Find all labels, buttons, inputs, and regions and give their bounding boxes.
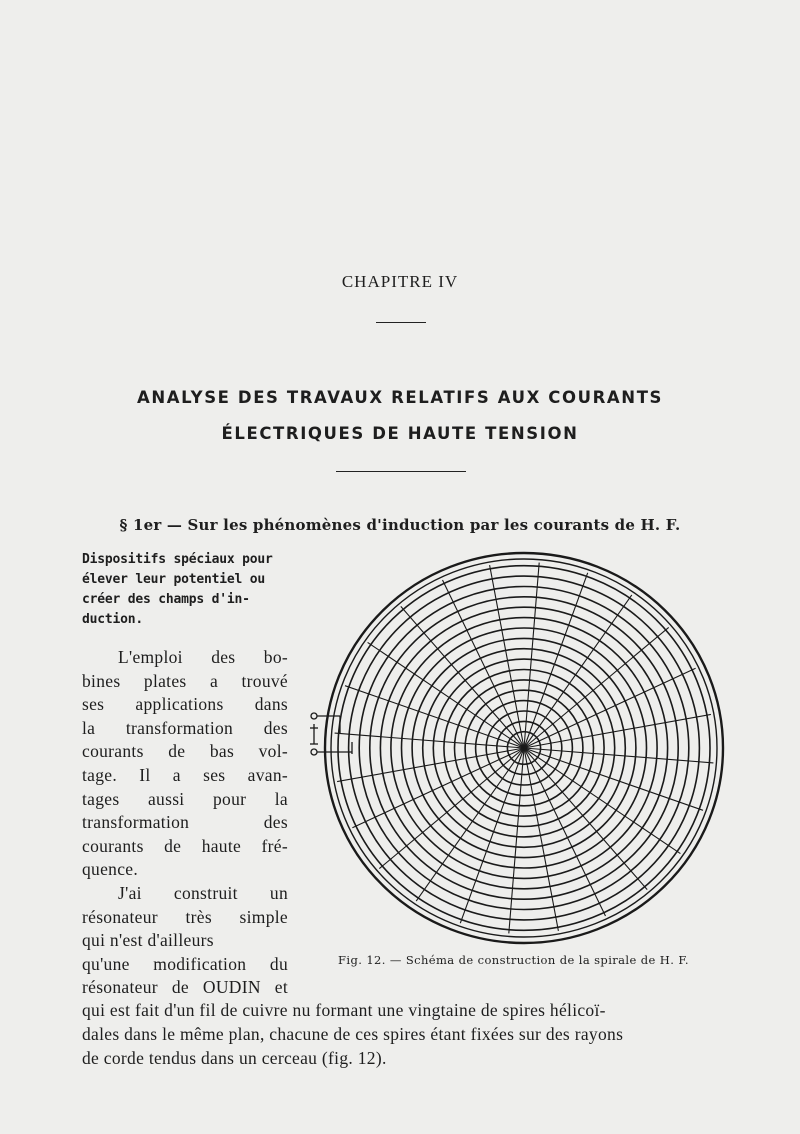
body-full-width	[82, 998, 742, 1070]
body-line: qui est fait d'un fil de cuivre nu formant une vingtaine de spires hélicoï-	[82, 1000, 606, 1020]
title-line-1: ANALYSE DES TRAVAUX RELATIFS AUX COURANTS	[136, 388, 664, 407]
figure-caption: Fig. 12. — Schéma de construction de la spirale de H. F.	[338, 953, 689, 967]
cord-spoke	[524, 748, 558, 931]
margin-note-line: créer des champs d'in-	[82, 592, 250, 607]
margin-note-line: duction.	[82, 612, 144, 627]
body-line: L'emploi des bo-	[118, 647, 288, 667]
cord-spoke	[524, 563, 539, 748]
body-column	[82, 646, 288, 1000]
cord-spoke	[509, 748, 524, 933]
body-line: transformation des	[82, 812, 288, 833]
spiral-figure	[300, 548, 730, 948]
margin-note-line: Dispositifs spéciaux pour	[82, 552, 273, 567]
body-line: courants de haute fré-	[82, 835, 288, 856]
chapter-rule	[376, 322, 426, 323]
body-line: qui n'est d'ailleurs	[82, 930, 214, 951]
body-line: quence.	[82, 859, 139, 880]
body-line: courants de bas vol-	[82, 741, 288, 762]
body-line: tage. Il a ses avan-	[82, 764, 288, 785]
cord-spoke	[490, 565, 524, 748]
cord-spoke	[524, 714, 711, 748]
body-line: tages aussi pour la	[82, 788, 288, 809]
cord-spoke	[524, 748, 713, 763]
cord-spoke	[337, 748, 524, 782]
body-line: la transformation des	[82, 717, 288, 738]
body-line: résonateur de OUDIN et	[82, 977, 288, 998]
chapter-heading: CHAPITRE IV	[341, 272, 459, 291]
body-line: de corde tendus dans un cerceau (fig. 12).	[82, 1048, 387, 1068]
body-line: bines plates a trouvé	[82, 670, 288, 691]
cord-spoke	[335, 733, 524, 748]
title-rule	[336, 471, 466, 472]
margin-note-line: élever leur potentiel ou	[82, 572, 266, 587]
body-line: dales dans le même plan, chacune de ces spires étant fixées sur des rayons	[82, 1024, 624, 1044]
section-heading: § 1er — Sur les phénomènes d'induction par les courants de H. F.	[119, 516, 681, 534]
body-line: qu'une modification du	[82, 953, 288, 974]
margin-note	[82, 550, 282, 630]
body-line: ses applications dans	[82, 694, 288, 715]
body-line: J'ai construit un	[118, 882, 288, 903]
body-line: résonateur très simple	[82, 906, 288, 927]
title-line-2: ÉLECTRIQUES DE HAUTE TENSION	[221, 424, 579, 443]
